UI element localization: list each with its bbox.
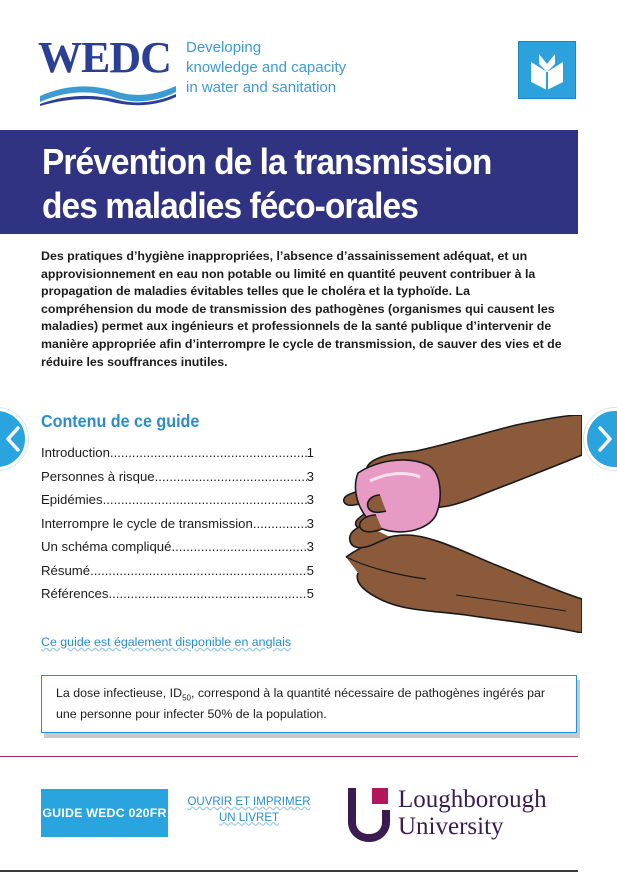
toc-item-page: 3 (306, 492, 314, 507)
toc-item-label: Interrompre le cycle de transmission (41, 515, 253, 531)
divider (0, 756, 578, 757)
toc-item-page: 3 (306, 468, 314, 484)
toc-item-label: Introduction (41, 445, 110, 460)
tagline (186, 38, 386, 98)
english-version-link[interactable]: Ce guide est également disponible en anglais (41, 635, 292, 649)
chevron-right-icon (597, 426, 613, 452)
wave-logo-icon (38, 80, 178, 106)
toc-item-page: 1 (306, 445, 314, 460)
title-line-1: Prévention de la transmission (42, 141, 492, 182)
toc-heading: Contenu de ce guide (41, 411, 200, 431)
booklet-link-line-2: UN LIVRET (218, 811, 280, 824)
booklet-link-line-1: OUVRIR ET IMPRIMER (187, 796, 311, 808)
university-name-line-1: Loughborough (398, 786, 547, 813)
intro-paragraph: Des pratiques d’hygiène inappropriées, l’absence d’assainissement adéquat, et un approvisionnement en eau non potable ou limité en quantité peuvent contribuer à la propagation de maladies évitables telles que le choléra et la typhoïde. La compréhension du mode de transmission des pathogènes (organismes qui causent les maladies) permet aux ingénieurs et professionnels de la santé publique d’intervenir de manière appropriée afin d’interrompre le cycle de transmission, de sauver des vies et de réduire les souffrances inutiles. (41, 249, 562, 369)
print-booklet-link[interactable] (180, 795, 318, 826)
toc-item-epidemies[interactable] (41, 491, 314, 515)
toc-item-personnes-a-risque[interactable] (41, 468, 314, 492)
university-crest-icon (346, 786, 392, 844)
table-of-contents (41, 444, 314, 609)
title-line-2: des maladies féco-orales (42, 185, 418, 226)
next-page-button[interactable] (584, 408, 617, 470)
hand-washing-illustration (336, 415, 582, 633)
previous-page-button[interactable] (0, 408, 28, 470)
toc-item-label: Epidémies (41, 492, 103, 507)
toc-item-references[interactable] (41, 585, 314, 609)
loughborough-university-logo (346, 786, 586, 846)
toc-item-page: 3 (306, 539, 314, 554)
page-title (42, 140, 535, 228)
toc-item-resume[interactable] (41, 562, 314, 586)
toc-item-introduction[interactable] (41, 444, 314, 468)
bottom-rule (0, 870, 578, 872)
wedc-logo-text: WEDC (38, 33, 171, 82)
toc-item-page: 5 (306, 562, 314, 578)
toc-item-page: 3 (306, 515, 314, 531)
note-subscript: 50 (182, 693, 191, 703)
toc-item-label: Un schéma compliqué (41, 539, 172, 554)
toc-item-label: Références (41, 586, 109, 601)
open-book-icon[interactable] (518, 41, 576, 99)
toc-item-page: 5 (306, 586, 314, 601)
tagline-line-2: knowledge and capacity (186, 59, 347, 76)
note-text-before: La dose infectieuse, ID (56, 686, 183, 700)
university-name-line-2: University (398, 813, 504, 840)
wedc-logo (38, 33, 178, 106)
note-text-after: , correspond à la quantité nécessaire de pathogènes ingérés par une personne pour infecter 50% de la population. (56, 686, 546, 722)
infectious-dose-note (41, 675, 577, 733)
guide-number-badge: GUIDE WEDC 020FR (41, 789, 168, 837)
toc-item-label: Personnes à risque (41, 468, 155, 484)
toc-item-label: Résumé (41, 562, 91, 578)
tagline-line-3: in water and sanitation (186, 79, 337, 96)
university-name (398, 786, 547, 840)
toc-item-un-schema-complique[interactable] (41, 538, 314, 562)
tagline-line-1: Developing (186, 39, 262, 56)
chevron-left-icon (5, 426, 21, 452)
toc-item-interrompre-le-cycle[interactable] (41, 515, 314, 539)
